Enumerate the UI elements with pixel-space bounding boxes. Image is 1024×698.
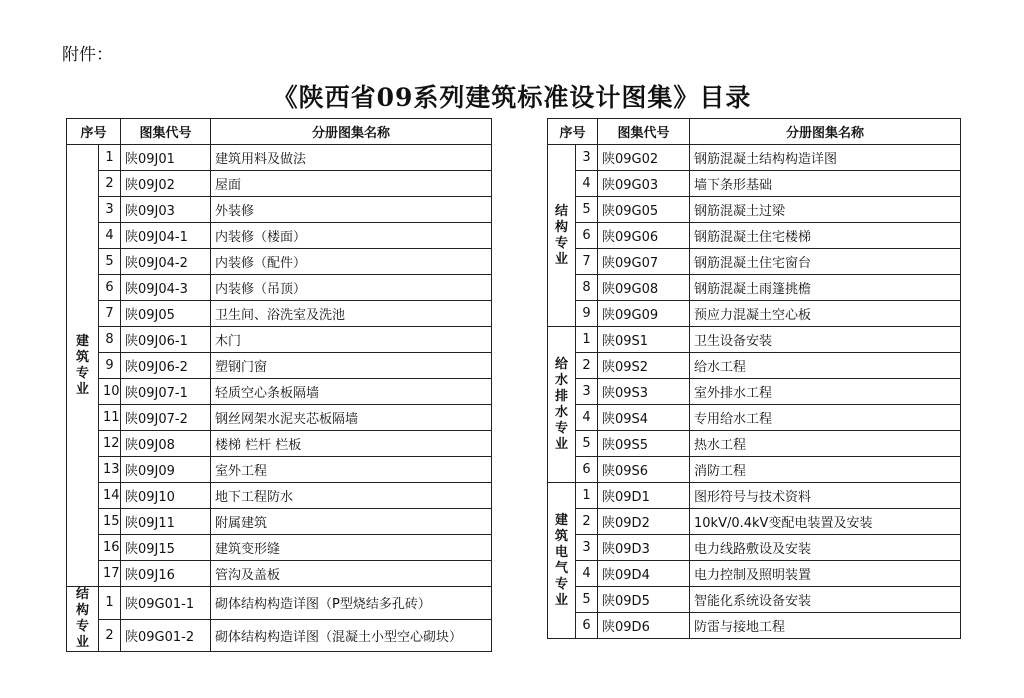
group-label-text: 建筑专业 (75, 333, 89, 397)
atlas-code: 陕09G07 (598, 249, 690, 275)
header-code: 图集代号 (598, 119, 690, 145)
table-row (67, 587, 492, 620)
group-label (548, 145, 576, 327)
volume-name: 塑钢门窗 (211, 353, 492, 379)
atlas-code: 陕09J04-2 (121, 249, 211, 275)
table-row (548, 249, 961, 275)
volume-name: 砌体结构构造详图（混凝土小型空心砌块） (211, 619, 492, 652)
atlas-code: 陕09G05 (598, 197, 690, 223)
catalog-table-left (66, 118, 492, 652)
row-number: 13 (99, 457, 121, 483)
row-number: 2 (576, 353, 598, 379)
atlas-code: 陕09J04-1 (121, 223, 211, 249)
atlas-code: 陕09D6 (598, 613, 690, 639)
row-number: 16 (99, 535, 121, 561)
volume-name: 给水工程 (690, 353, 961, 379)
table-row (67, 535, 492, 561)
table-row (67, 405, 492, 431)
row-number: 1 (576, 483, 598, 509)
volume-name: 屋面 (211, 171, 492, 197)
atlas-code: 陕09S1 (598, 327, 690, 353)
row-number: 6 (576, 457, 598, 483)
volume-name: 木门 (211, 327, 492, 353)
atlas-code: 陕09J11 (121, 509, 211, 535)
table-row (548, 509, 961, 535)
row-number: 2 (99, 619, 121, 652)
group-label (548, 327, 576, 483)
row-number: 2 (99, 171, 121, 197)
atlas-code: 陕09S3 (598, 379, 690, 405)
volume-name: 热水工程 (690, 431, 961, 457)
row-number: 9 (576, 301, 598, 327)
attachment-label: 附件： (62, 45, 113, 65)
volume-name: 附属建筑 (211, 509, 492, 535)
table-row (67, 619, 492, 652)
table-row (548, 145, 961, 171)
table-row (548, 613, 961, 639)
header-name: 分册图集名称 (690, 119, 961, 145)
row-number: 1 (99, 587, 121, 620)
table-row (548, 223, 961, 249)
table-row (67, 327, 492, 353)
row-number: 5 (99, 249, 121, 275)
table-row (548, 197, 961, 223)
group-label-text: 给水排水专业 (554, 356, 568, 452)
group-label-text: 建筑电气专业 (554, 512, 568, 608)
table-header-row (548, 119, 961, 145)
row-number: 6 (576, 613, 598, 639)
atlas-code: 陕09J09 (121, 457, 211, 483)
header-seq: 序号 (548, 119, 598, 145)
header-seq: 序号 (67, 119, 121, 145)
atlas-code: 陕09J15 (121, 535, 211, 561)
volume-name: 建筑变形缝 (211, 535, 492, 561)
row-number: 6 (576, 223, 598, 249)
atlas-code: 陕09D3 (598, 535, 690, 561)
atlas-code: 陕09S5 (598, 431, 690, 457)
volume-name: 钢丝网架水泥夹芯板隔墙 (211, 405, 492, 431)
table-row (67, 561, 492, 587)
atlas-code: 陕09J06-2 (121, 353, 211, 379)
table-row (67, 301, 492, 327)
row-number: 11 (99, 405, 121, 431)
atlas-code: 陕09G01-2 (121, 619, 211, 652)
atlas-code: 陕09J03 (121, 197, 211, 223)
table-row (67, 249, 492, 275)
row-number: 5 (576, 431, 598, 457)
atlas-code: 陕09S4 (598, 405, 690, 431)
row-number: 1 (576, 327, 598, 353)
volume-name: 内装修（吊顶） (211, 275, 492, 301)
volume-name: 钢筋混凝土住宅窗台 (690, 249, 961, 275)
table-row (548, 353, 961, 379)
row-number: 15 (99, 509, 121, 535)
group-label (548, 483, 576, 639)
row-number: 10 (99, 379, 121, 405)
atlas-code: 陕09S2 (598, 353, 690, 379)
table-row (548, 171, 961, 197)
row-number: 14 (99, 483, 121, 509)
row-number: 7 (576, 249, 598, 275)
row-number: 2 (576, 509, 598, 535)
volume-name: 电力线路敷设及安装 (690, 535, 961, 561)
volume-name: 电力控制及照明装置 (690, 561, 961, 587)
atlas-code: 陕09J08 (121, 431, 211, 457)
atlas-code: 陕09G02 (598, 145, 690, 171)
table-row (548, 431, 961, 457)
row-number: 12 (99, 431, 121, 457)
table-row (67, 457, 492, 483)
row-number: 3 (576, 379, 598, 405)
volume-name: 卫生间、浴洗室及洗池 (211, 301, 492, 327)
row-number: 9 (99, 353, 121, 379)
row-number: 17 (99, 561, 121, 587)
volume-name: 钢筋混凝土住宅楼梯 (690, 223, 961, 249)
table-row (67, 483, 492, 509)
row-number: 4 (576, 405, 598, 431)
atlas-code: 陕09G08 (598, 275, 690, 301)
group-label-text: 结构专业 (554, 203, 568, 267)
volume-name: 室外排水工程 (690, 379, 961, 405)
table-row (67, 431, 492, 457)
table-row (548, 301, 961, 327)
row-number: 4 (576, 561, 598, 587)
volume-name: 外装修 (211, 197, 492, 223)
row-number: 8 (99, 327, 121, 353)
volume-name: 防雷与接地工程 (690, 613, 961, 639)
atlas-code: 陕09G01-1 (121, 587, 211, 620)
volume-name: 墙下条形基础 (690, 171, 961, 197)
volume-name: 消防工程 (690, 457, 961, 483)
row-number: 4 (99, 223, 121, 249)
volume-name: 管沟及盖板 (211, 561, 492, 587)
row-number: 3 (576, 535, 598, 561)
page-title: 《陕西省09系列建筑标准设计图集》目录 (272, 83, 752, 112)
atlas-code: 陕09D2 (598, 509, 690, 535)
row-number: 1 (99, 145, 121, 171)
atlas-code: 陕09G03 (598, 171, 690, 197)
volume-name: 轻质空心条板隔墙 (211, 379, 492, 405)
table-header-row (67, 119, 492, 145)
table-row (548, 379, 961, 405)
row-number: 4 (576, 171, 598, 197)
table-row (67, 353, 492, 379)
table-row (548, 587, 961, 613)
atlas-code: 陕09D1 (598, 483, 690, 509)
table-row (548, 275, 961, 301)
row-number: 7 (99, 301, 121, 327)
group-label (67, 587, 99, 652)
header-code: 图集代号 (121, 119, 211, 145)
atlas-code: 陕09D4 (598, 561, 690, 587)
row-number: 5 (576, 587, 598, 613)
volume-name: 内装修（配件） (211, 249, 492, 275)
volume-name: 专用给水工程 (690, 405, 961, 431)
table-row (548, 327, 961, 353)
atlas-code: 陕09J07-1 (121, 379, 211, 405)
atlas-code: 陕09J01 (121, 145, 211, 171)
volume-name: 砌体结构构造详图（P型烧结多孔砖） (211, 587, 492, 620)
table-row (67, 223, 492, 249)
volume-name: 卫生设备安装 (690, 327, 961, 353)
table-row (67, 171, 492, 197)
table-row (548, 483, 961, 509)
volume-name: 智能化系统设备安装 (690, 587, 961, 613)
table-row (548, 457, 961, 483)
volume-name: 钢筋混凝土雨篷挑檐 (690, 275, 961, 301)
volume-name: 建筑用料及做法 (211, 145, 492, 171)
row-number: 3 (99, 197, 121, 223)
volume-name: 地下工程防水 (211, 483, 492, 509)
table-row (67, 145, 492, 171)
atlas-code: 陕09J16 (121, 561, 211, 587)
volume-name: 室外工程 (211, 457, 492, 483)
atlas-code: 陕09J05 (121, 301, 211, 327)
atlas-code: 陕09J10 (121, 483, 211, 509)
row-number: 3 (576, 145, 598, 171)
table-row (67, 379, 492, 405)
volume-name: 图形符号与技术资料 (690, 483, 961, 509)
catalog-table-right (547, 118, 961, 639)
atlas-code: 陕09D5 (598, 587, 690, 613)
atlas-code: 陕09J07-2 (121, 405, 211, 431)
atlas-code: 陕09J06-1 (121, 327, 211, 353)
atlas-code: 陕09S6 (598, 457, 690, 483)
volume-name: 10kV/0.4kV变配电装置及安装 (690, 509, 961, 535)
volume-name: 钢筋混凝土过梁 (690, 197, 961, 223)
atlas-code: 陕09G06 (598, 223, 690, 249)
table-row (67, 509, 492, 535)
table-row (548, 561, 961, 587)
atlas-code: 陕09J04-3 (121, 275, 211, 301)
table-row (548, 535, 961, 561)
volume-name: 预应力混凝土空心板 (690, 301, 961, 327)
header-name: 分册图集名称 (211, 119, 492, 145)
volume-name: 钢筋混凝土结构构造详图 (690, 145, 961, 171)
group-label (67, 145, 99, 587)
table-row (67, 197, 492, 223)
atlas-code: 陕09G09 (598, 301, 690, 327)
atlas-code: 陕09J02 (121, 171, 211, 197)
row-number: 6 (99, 275, 121, 301)
table-row (548, 405, 961, 431)
row-number: 5 (576, 197, 598, 223)
volume-name: 内装修（楼面） (211, 223, 492, 249)
row-number: 8 (576, 275, 598, 301)
group-label-text: 结构专业 (75, 587, 89, 650)
volume-name: 楼梯 栏杆 栏板 (211, 431, 492, 457)
table-row (67, 275, 492, 301)
